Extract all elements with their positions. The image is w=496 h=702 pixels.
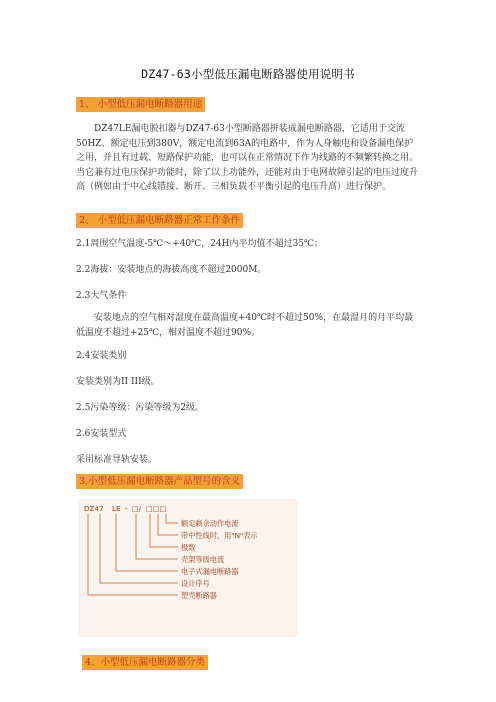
condition-2-4-text: 安装类别为II III级。: [76, 377, 160, 387]
code-part-dash: -: [125, 504, 128, 513]
condition-2-3-text: 安装地点的空气相对湿度在最高温度+40℃时不超过50%，在最湿月的月平均最低温度不超过+25℃，相对温度不超过90%。: [76, 313, 414, 338]
section-heading-usage: 1、 小型低压漏电断路器用途: [76, 97, 205, 112]
document-title: DZ47-63小型低压漏电断路器使用说明书: [141, 67, 355, 81]
model-label-5: 电子式漏电断路器: [181, 567, 239, 576]
condition-2-3: 2.3大气条件: [76, 291, 127, 301]
condition-2-5: 2.5污染等级：污染等级为2级。: [76, 403, 205, 413]
model-label-1: 额定剩余动作电流: [181, 519, 239, 528]
condition-2-4: 2.4安装类别: [76, 351, 127, 361]
section-heading-classification: 4、小型低压漏电断路器分类: [82, 655, 208, 670]
model-code-svg: [78, 499, 298, 637]
model-label-6: 设计序号: [181, 579, 210, 588]
leader-line-6: [100, 514, 178, 583]
code-part-le: LE: [112, 504, 121, 513]
section-heading-conditions: 2、 小型低压漏电断路器正常工作条件: [76, 213, 243, 228]
code-part-box-slash: □/: [132, 504, 142, 513]
model-label-4: 壳架等级电流: [181, 555, 225, 564]
condition-2-6-text: 采用标准导轨安装。: [76, 455, 158, 465]
leader-line-5: [116, 514, 178, 571]
code-part-dz47: DZ47: [84, 504, 104, 513]
model-label-7: 塑壳断路器: [181, 591, 217, 600]
condition-2-6: 2.6安装型式: [76, 429, 127, 439]
code-part-boxes: □□□: [146, 504, 167, 513]
leader-line-2: [158, 514, 178, 535]
section-heading-model: 3.小型低压漏电断路器产品型号的含义: [76, 474, 243, 489]
condition-2-2: 2.2海拔：安装地点的海拔高度不超过2000M。: [76, 265, 267, 275]
model-label-2: 带中性线时，用"N"表示: [181, 531, 258, 540]
intro-paragraph: DZ47LE漏电脱扣器与DZ47-63小型断路器拼装成漏电断路器，它适用于交流50HZ、额定电压到380V，额定电流到63A的电路中，作为人身触电和设备漏电保护之用，并且有过载、短路保护功能，也可以在正常情况下作为线路的不频繁转换之用。当它兼有过电压保护功能时，除了以上功能外，还能对由于电网故障引起的电压过度升高（例如由于中心线错接、断开、三相负载不平衡引起的电压升高）进行保护。: [76, 124, 419, 192]
model-code-diagram: [78, 499, 298, 637]
condition-2-1: 2.1周围空气温度-5℃～+40℃，24H内平均值不超过35℃；: [76, 239, 324, 249]
leader-line-4: [136, 514, 178, 559]
leader-line-1: [166, 514, 178, 523]
leader-line-3: [150, 514, 178, 547]
model-label-3: 极数: [181, 543, 196, 552]
